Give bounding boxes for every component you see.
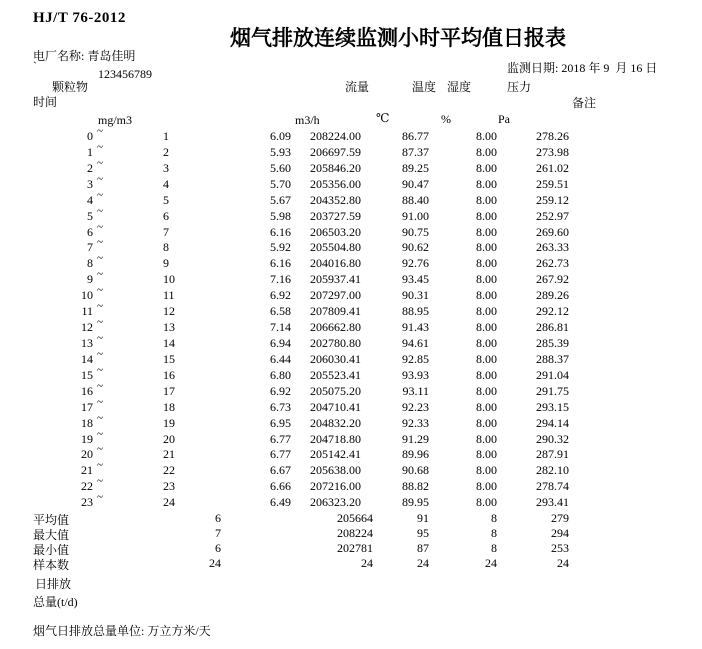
- cell-hour-start: 9: [87, 272, 93, 287]
- standard-code: HJ/T 76-2012: [33, 10, 126, 26]
- tilde-separator: ~: [97, 379, 103, 392]
- table-row: [0, 316, 702, 336]
- table-row: [0, 284, 702, 304]
- cell-flow: 206697.59: [310, 144, 361, 159]
- cell-temperature: 88.40: [402, 192, 429, 207]
- cell-hour-start: 19: [81, 431, 93, 446]
- cell-flow: 206323.20: [310, 495, 361, 510]
- cell-pm: 5.93: [270, 144, 291, 159]
- cell-temperature: 90.47: [402, 176, 429, 191]
- cell-pm: 6.73: [270, 399, 291, 414]
- tilde-separator: ~: [97, 220, 103, 233]
- cell-hour-start: 6: [87, 224, 93, 239]
- cell-flow: 205356.00: [310, 176, 361, 191]
- table-row: [0, 411, 702, 432]
- cell-pressure: 278.26: [536, 129, 569, 143]
- summary-cell-flow: 24: [361, 556, 373, 570]
- cell-humidity: 8.00: [476, 351, 497, 366]
- cell-pm: 5.60: [270, 160, 291, 175]
- cell-hour-end: 11: [163, 288, 175, 303]
- column-header-pm: 颗粒物: [52, 80, 89, 94]
- tilde-separator: ~: [97, 411, 103, 424]
- cell-hour-start: 8: [87, 256, 93, 271]
- cell-hour-end: 16: [163, 367, 175, 382]
- cell-temperature: 87.37: [402, 144, 429, 159]
- cell-hour-start: 0: [87, 129, 93, 143]
- cell-pressure: 261.02: [536, 160, 569, 175]
- cell-hour-end: 4: [163, 176, 169, 191]
- cell-hour-end: 21: [163, 447, 175, 462]
- table-row: [0, 427, 702, 448]
- daily-emission-label-line1: 日排放: [35, 577, 72, 591]
- cell-pressure: 294.14: [536, 415, 569, 430]
- table-row: [0, 220, 702, 241]
- column-header-flow: 流量: [345, 80, 370, 94]
- summary-cell-pressure: 253: [551, 541, 569, 555]
- table-row: [0, 268, 702, 288]
- table-row: [0, 172, 702, 193]
- cell-flow: 204710.41: [310, 399, 361, 414]
- cell-pressure: 269.60: [536, 224, 569, 239]
- summary-row-label: 样本数: [33, 558, 70, 572]
- plant-id: 123456789: [98, 67, 152, 81]
- cell-flow: 202780.80: [310, 335, 361, 350]
- unit-pm: mg/m3: [98, 113, 133, 127]
- unit-flow: m3/h: [295, 113, 320, 127]
- cell-pm: 6.16: [270, 224, 291, 239]
- unit-pressure: Pa: [498, 112, 510, 126]
- table-row: [0, 188, 702, 209]
- tilde-separator: ~: [97, 300, 103, 313]
- cell-hour-end: 6: [163, 208, 169, 223]
- column-header-remark: 备注: [572, 96, 597, 110]
- cell-flow: 204832.20: [310, 415, 361, 430]
- cell-pm: 6.66: [270, 479, 291, 494]
- cell-pm: 6.77: [270, 431, 291, 446]
- cell-pm: 6.92: [270, 288, 291, 303]
- column-header-temperature: 温度: [412, 80, 437, 94]
- table-row: [0, 236, 702, 256]
- cell-flow: 208224.00: [310, 129, 361, 143]
- cell-temperature: 91.00: [402, 208, 429, 223]
- cell-hour-end: 12: [163, 304, 175, 319]
- summary-cell-pm: 6: [215, 541, 221, 555]
- tilde-separator: ~: [97, 443, 103, 456]
- summary-cell-temperature: 91: [417, 511, 429, 525]
- tilde-separator: ~: [97, 475, 103, 488]
- cell-hour-start: 12: [81, 320, 93, 335]
- cell-humidity: 8.00: [476, 495, 497, 510]
- cell-temperature: 92.85: [402, 351, 429, 366]
- cell-humidity: 8.00: [476, 208, 497, 223]
- summary-cell-pressure: 294: [551, 526, 569, 540]
- emission-unit-footnote: 烟气日排放总量单位: 万立方米/天: [33, 624, 211, 638]
- cell-pressure: 259.51: [536, 176, 569, 191]
- cell-hour-end: 14: [163, 335, 175, 350]
- cell-temperature: 90.75: [402, 224, 429, 239]
- cell-flow: 205523.41: [310, 367, 361, 382]
- tilde-separator: ~: [97, 252, 103, 265]
- table-row: [0, 475, 702, 495]
- summary-cell-flow: 208224: [337, 526, 373, 540]
- plant-name: 电厂名称: 青岛佳明: [33, 49, 136, 63]
- cell-pm: 6.58: [270, 304, 291, 319]
- summary-row: [0, 511, 702, 526]
- cell-pressure: 267.92: [536, 272, 569, 287]
- cell-pressure: 291.75: [536, 383, 569, 398]
- table-row: [0, 347, 702, 368]
- cell-humidity: 8.00: [476, 256, 497, 271]
- cell-hour-end: 7: [163, 224, 169, 239]
- cell-flow: 206030.41: [310, 351, 361, 366]
- tilde-separator: ~: [97, 172, 103, 185]
- cell-hour-start: 18: [81, 415, 93, 430]
- column-header-time: 时间: [33, 95, 58, 109]
- cell-humidity: 8.00: [476, 431, 497, 446]
- column-header-humidity: 湿度: [447, 80, 472, 94]
- summary-row: [0, 556, 702, 571]
- cell-hour-start: 13: [81, 335, 93, 350]
- cell-hour-start: 5: [87, 208, 93, 223]
- cell-hour-end: 1: [163, 129, 169, 143]
- tilde-separator: ~: [97, 316, 103, 329]
- cell-flow: 204352.80: [310, 192, 361, 207]
- cell-pm: 5.98: [270, 208, 291, 223]
- summary-cell-pm: 7: [215, 526, 221, 540]
- cell-humidity: 8.00: [476, 304, 497, 319]
- table-row: [0, 125, 702, 145]
- cell-flow: 207297.00: [310, 288, 361, 303]
- table-row: [0, 204, 702, 225]
- summary-row-label: 最小值: [33, 543, 70, 557]
- cell-hour-end: 8: [163, 240, 169, 255]
- cell-pm: 6.09: [270, 129, 291, 143]
- cell-hour-start: 3: [87, 176, 93, 191]
- cell-flow: 206503.20: [310, 224, 361, 239]
- cell-pressure: 282.10: [536, 463, 569, 478]
- cell-hour-start: 15: [81, 367, 93, 382]
- cell-pm: 6.95: [270, 415, 291, 430]
- cell-temperature: 88.95: [402, 304, 429, 319]
- daily-emission-label-line2: 总量(t/d): [33, 595, 78, 609]
- summary-row-label: 平均值: [33, 513, 70, 527]
- summary-cell-temperature: 95: [417, 526, 429, 540]
- cell-pm: 6.80: [270, 367, 291, 382]
- cell-hour-end: 9: [163, 256, 169, 271]
- summary-cell-pm: 6: [215, 511, 221, 525]
- cell-flow: 205075.20: [310, 383, 361, 398]
- cell-hour-start: 17: [81, 399, 93, 414]
- cell-hour-end: 18: [163, 399, 175, 414]
- summary-cell-flow: 205664: [337, 511, 373, 525]
- table-row: [0, 395, 702, 416]
- tilde-separator: ~: [97, 268, 103, 281]
- cell-pressure: 263.33: [536, 240, 569, 255]
- cell-hour-start: 23: [81, 495, 93, 510]
- cell-temperature: 89.25: [402, 160, 429, 175]
- cell-temperature: 90.68: [402, 463, 429, 478]
- tilde-separator: ~: [97, 427, 103, 440]
- cell-temperature: 89.96: [402, 447, 429, 462]
- cell-humidity: 8.00: [476, 367, 497, 382]
- cell-humidity: 8.00: [476, 224, 497, 239]
- cell-temperature: 91.43: [402, 320, 429, 335]
- cell-pressure: 273.98: [536, 144, 569, 159]
- cell-pm: 6.94: [270, 335, 291, 350]
- cell-humidity: 8.00: [476, 399, 497, 414]
- unit-humidity: %: [441, 112, 451, 126]
- cell-pm: 6.67: [270, 463, 291, 478]
- table-row: [0, 459, 702, 479]
- table-row: [0, 443, 702, 463]
- cell-temperature: 94.61: [402, 335, 429, 350]
- cell-humidity: 8.00: [476, 383, 497, 398]
- cell-flow: 206662.80: [310, 320, 361, 335]
- tilde-separator: ~: [97, 395, 103, 408]
- cell-hour-start: 14: [81, 351, 93, 366]
- cell-pm: 6.16: [270, 256, 291, 271]
- cell-humidity: 8.00: [476, 463, 497, 478]
- plant-tick-mark: `: [33, 59, 37, 73]
- cell-flow: 205937.41: [310, 272, 361, 287]
- cell-humidity: 8.00: [476, 240, 497, 255]
- summary-row-label: 最大值: [33, 528, 70, 542]
- tilde-separator: ~: [97, 140, 103, 153]
- cell-hour-end: 15: [163, 351, 175, 366]
- table-row: [0, 331, 702, 352]
- unit-temperature: ℃: [376, 111, 390, 125]
- cell-flow: 205504.80: [310, 240, 361, 255]
- cell-flow: 205638.00: [310, 463, 361, 478]
- cell-temperature: 88.82: [402, 479, 429, 494]
- cell-pm: 6.77: [270, 447, 291, 462]
- cell-flow: 205142.41: [310, 447, 361, 462]
- cell-hour-start: 7: [87, 240, 93, 255]
- cell-pressure: 285.39: [536, 335, 569, 350]
- cell-pressure: 293.41: [536, 495, 569, 510]
- summary-cell-humidity: 24: [485, 556, 497, 570]
- tilde-separator: ~: [97, 125, 103, 137]
- summary-row: [0, 526, 702, 541]
- cell-hour-start: 10: [81, 288, 93, 303]
- cell-pm: 5.70: [270, 176, 291, 191]
- cell-pm: 5.92: [270, 240, 291, 255]
- summary-cell-temperature: 24: [417, 556, 429, 570]
- cell-pm: 5.67: [270, 192, 291, 207]
- summary-cell-temperature: 87: [417, 541, 429, 555]
- cell-humidity: 8.00: [476, 176, 497, 191]
- tilde-separator: ~: [97, 204, 103, 217]
- monitor-date: 监测日期: 2018 年 9 月 16 日: [507, 61, 658, 75]
- cell-hour-start: 21: [81, 463, 93, 478]
- cell-hour-start: 22: [81, 479, 93, 494]
- cell-hour-start: 11: [81, 304, 93, 319]
- hourly-table: [0, 125, 702, 511]
- cell-pressure: 291.04: [536, 367, 569, 382]
- table-row: [0, 252, 702, 272]
- report-title: 烟气排放连续监测小时平均值日报表: [230, 26, 566, 50]
- cell-hour-start: 16: [81, 383, 93, 398]
- cell-humidity: 8.00: [476, 479, 497, 494]
- cell-temperature: 93.11: [402, 383, 429, 398]
- cell-flow: 207809.41: [310, 304, 361, 319]
- cell-pm: 7.14: [270, 320, 291, 335]
- column-header-pressure: 压力: [507, 80, 532, 94]
- cell-pm: 6.92: [270, 383, 291, 398]
- tilde-separator: ~: [97, 156, 103, 169]
- cell-humidity: 8.00: [476, 288, 497, 303]
- cell-flow: 205846.20: [310, 160, 361, 175]
- cell-temperature: 86.77: [402, 129, 429, 143]
- cell-temperature: 92.33: [402, 415, 429, 430]
- table-row: [0, 491, 702, 511]
- cell-temperature: 92.23: [402, 399, 429, 414]
- tilde-separator: ~: [97, 347, 103, 360]
- cell-pm: 6.49: [270, 495, 291, 510]
- summary-cell-pressure: 279: [551, 511, 569, 525]
- cell-temperature: 90.31: [402, 288, 429, 303]
- cell-pressure: 293.15: [536, 399, 569, 414]
- cell-pressure: 259.12: [536, 192, 569, 207]
- cell-pressure: 292.12: [536, 304, 569, 319]
- cell-hour-end: 24: [163, 495, 175, 510]
- cell-hour-start: 2: [87, 160, 93, 175]
- cell-pm: 6.44: [270, 351, 291, 366]
- summary-cell-humidity: 8: [491, 526, 497, 540]
- table-row: [0, 379, 702, 400]
- cell-temperature: 91.29: [402, 431, 429, 446]
- cell-pm: 7.16: [270, 272, 291, 287]
- table-row: [0, 156, 702, 177]
- summary-cell-pm: 24: [209, 556, 221, 570]
- cell-hour-end: 17: [163, 383, 175, 398]
- cell-humidity: 8.00: [476, 335, 497, 350]
- cell-flow: 203727.59: [310, 208, 361, 223]
- cell-flow: 204016.80: [310, 256, 361, 271]
- cell-humidity: 8.00: [476, 320, 497, 335]
- cell-hour-end: 10: [163, 272, 175, 287]
- cell-humidity: 8.00: [476, 447, 497, 462]
- cell-pressure: 289.26: [536, 288, 569, 303]
- cell-temperature: 90.62: [402, 240, 429, 255]
- cell-pressure: 262.73: [536, 256, 569, 271]
- cell-pressure: 252.97: [536, 208, 569, 223]
- tilde-separator: ~: [97, 459, 103, 472]
- cell-temperature: 92.76: [402, 256, 429, 271]
- cell-hour-start: 20: [81, 447, 93, 462]
- summary-cell-pressure: 24: [557, 556, 569, 570]
- cell-hour-end: 3: [163, 160, 169, 175]
- table-row: [0, 363, 702, 384]
- cell-hour-start: 1: [87, 144, 93, 159]
- tilde-separator: ~: [97, 363, 103, 376]
- cell-humidity: 8.00: [476, 272, 497, 287]
- cell-flow: 204718.80: [310, 431, 361, 446]
- cell-temperature: 93.93: [402, 367, 429, 382]
- summary-cell-humidity: 8: [491, 511, 497, 525]
- cell-hour-end: 5: [163, 192, 169, 207]
- cell-pressure: 290.32: [536, 431, 569, 446]
- cell-hour-end: 19: [163, 415, 175, 430]
- cell-pressure: 287.91: [536, 447, 569, 462]
- cell-humidity: 8.00: [476, 192, 497, 207]
- cell-humidity: 8.00: [476, 415, 497, 430]
- cell-hour-end: 23: [163, 479, 175, 494]
- cell-pressure: 288.37: [536, 351, 569, 366]
- cell-pressure: 278.74: [536, 479, 569, 494]
- table-row: [0, 140, 702, 161]
- summary-table: [0, 511, 702, 571]
- tilde-separator: ~: [97, 236, 103, 249]
- table-row: [0, 300, 702, 320]
- cell-hour-start: 4: [87, 192, 93, 207]
- cell-temperature: 89.95: [402, 495, 429, 510]
- cell-flow: 207216.00: [310, 479, 361, 494]
- tilde-separator: ~: [97, 188, 103, 201]
- tilde-separator: ~: [97, 331, 103, 344]
- summary-cell-humidity: 8: [491, 541, 497, 555]
- cell-temperature: 93.45: [402, 272, 429, 287]
- cell-hour-end: 13: [163, 320, 175, 335]
- tilde-separator: ~: [97, 284, 103, 297]
- cell-hour-end: 20: [163, 431, 175, 446]
- tilde-separator: ~: [97, 491, 103, 504]
- cell-humidity: 8.00: [476, 129, 497, 143]
- cell-hour-end: 2: [163, 144, 169, 159]
- summary-row: [0, 541, 702, 556]
- cell-humidity: 8.00: [476, 144, 497, 159]
- cell-humidity: 8.00: [476, 160, 497, 175]
- cell-hour-end: 22: [163, 463, 175, 478]
- summary-cell-flow: 202781: [337, 541, 373, 555]
- cell-pressure: 286.81: [536, 320, 569, 335]
